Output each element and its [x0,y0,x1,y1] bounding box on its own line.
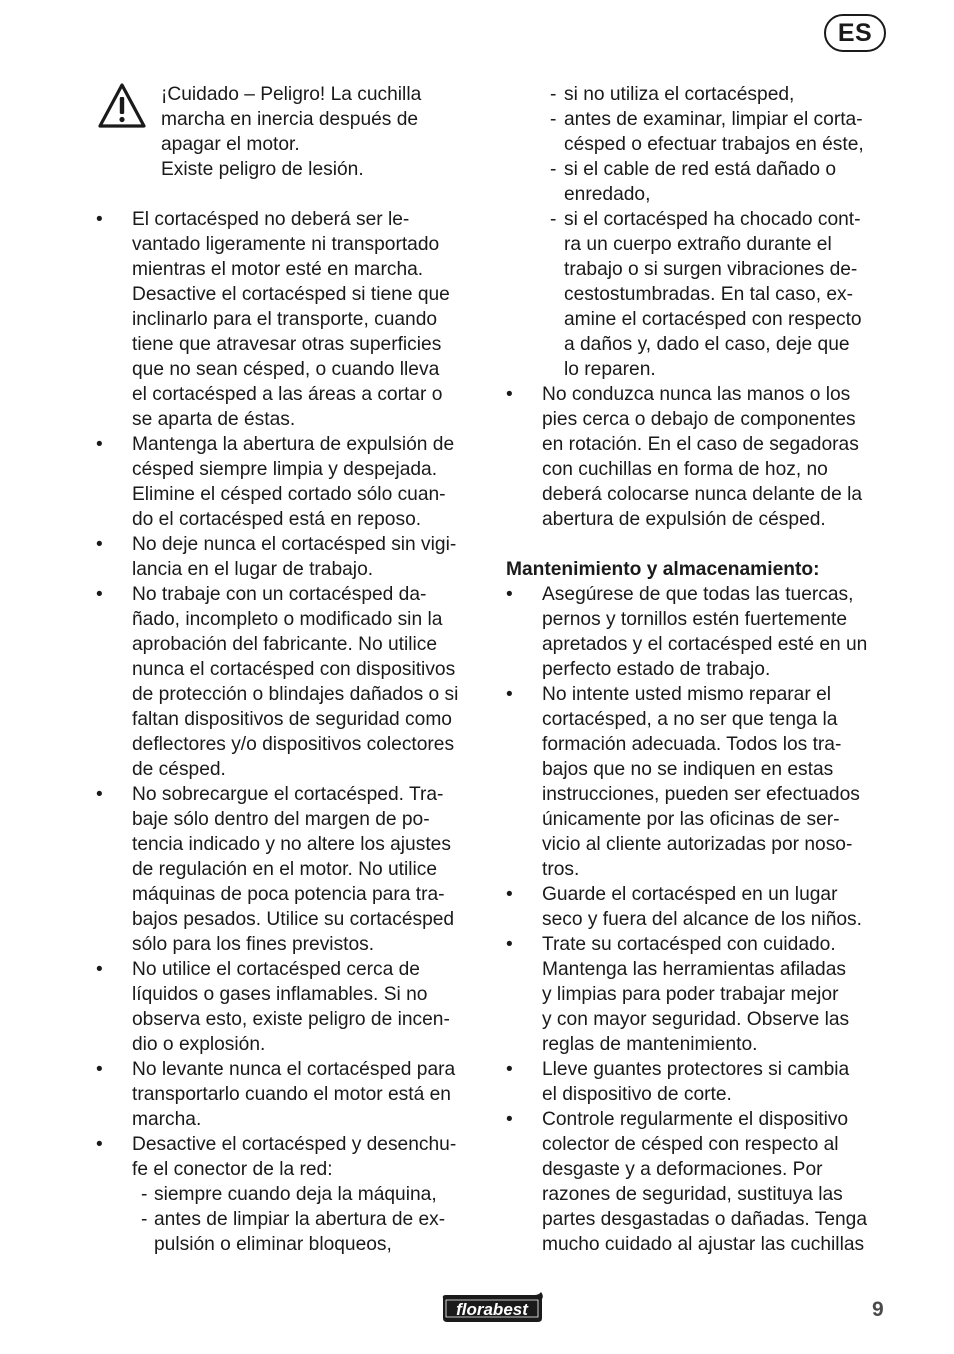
text-line: No utilice el cortacésped cerca de [132,959,420,980]
text-line: observa esto, existe peligro de incen- [132,1009,450,1030]
text-line: razones de seguridad, sustituya las [542,1184,843,1205]
text-line: ñado, incompleto o modificado sin la [132,609,443,630]
text-line: de césped. [132,759,226,780]
text-line: apretados y el cortacésped esté en un [542,634,868,655]
text-line: perfecto estado de trabajo. [542,659,771,680]
text-line: lancia en el lugar de trabajo. [132,559,374,580]
text-line: y con mayor seguridad. Observe las [542,1009,850,1030]
bullet-item [96,1057,488,1132]
text-line: que no sean césped, o cuando lleva [132,359,440,380]
dash-mark: - [550,159,557,180]
bullet-mark: • [506,934,513,955]
text-line: si el cable de red está dañado o [564,159,837,180]
bullet-item [96,957,488,1057]
text-line: aprobación del fabricante. No utilice [132,634,438,655]
text-line: formación adecuada. Todos los tra- [542,734,842,755]
bullet-item [506,1107,898,1257]
bullet-mark: • [506,584,513,605]
dash-mark: - [141,1209,148,1230]
right-column [506,82,898,1257]
warning-line: marcha en inercia después de [161,109,419,130]
text-line: césped o efectuar trabajos en éste, [564,134,864,155]
text-line: si no utiliza el cortacésped, [564,84,795,105]
text-line: y limpias para poder trabajar mejor [542,984,839,1005]
text-line: Elimine el césped cortado sólo cuan- [132,484,446,505]
dash-mark: - [141,1184,148,1205]
text-line: vantado ligeramente ni transportado [132,234,440,255]
text-line: do el cortacésped está en reposo. [132,509,422,530]
text-line: desgaste y a deformaciones. Por [542,1159,823,1180]
bullet-item [96,1132,488,1182]
bullet-item [96,432,488,532]
text-line: a daños y, dado el caso, deje que [564,334,850,355]
text-line: No intente usted mismo reparar el [542,684,832,705]
sub-item [96,1182,488,1207]
text-line: instrucciones, pueden ser efectuados [542,784,860,805]
text-line: amine el cortacésped con respecto [564,309,862,330]
warning-line: ¡Cuidado – Peligro! La cuchilla [161,84,422,105]
bullet-item [506,932,898,1057]
dash-mark: - [550,209,557,230]
text-line: faltan dispositivos de seguridad como [132,709,452,730]
bullet-mark: • [506,884,513,905]
text-line: cortacésped, a no ser que tenga la [542,709,838,730]
page-number: 9 [872,1298,884,1321]
text-line: mucho cuidado al ajustar las cuchillas [542,1234,865,1255]
bullet-mark: • [506,684,513,705]
text-line: Controle regularmente el dispositivo [542,1109,849,1130]
bullet-mark: • [96,534,103,555]
bullet-item [506,582,898,682]
sub-item [506,82,898,107]
text-line: No deje nunca el cortacésped sin vigi- [132,534,457,555]
text-line: bajos que no se indiquen en estas [542,759,834,780]
text-line: en rotación. En el caso de segadoras [542,434,859,455]
text-line: nunca el cortacésped con dispositivos [132,659,456,680]
text-line: baje sólo dentro del margen de po- [132,809,430,830]
bullet-item [506,1057,898,1107]
text-line: enredado, [564,184,651,205]
warning-line: Existe peligro de lesión. [161,159,364,180]
dash-mark: - [550,84,557,105]
text-line: colector de césped con respecto al [542,1134,839,1155]
text-line: líquidos o gases inflamables. Si no [132,984,428,1005]
text-line: deflectores y/o dispositivos colectores [132,734,455,755]
text-line: Mantenga la abertura de expulsión de [132,434,455,455]
text-line: ra un cuerpo extraño durante el [564,234,832,255]
language-badge: ES [824,14,886,52]
text-line: de regulación en el motor. No utilice [132,859,438,880]
text-line: césped siempre limpia y despejada. [132,459,438,480]
text-line: pies cerca o debajo de componentes [542,409,856,430]
text-line: transportarlo cuando el motor está en [132,1084,451,1105]
text-line: seco y fuera del alcance de los niños. [542,909,862,930]
text-line: se aparta de éstas. [132,409,296,430]
bullet-mark: • [96,784,103,805]
text-line: tiene que atravesar otras superficies [132,334,442,355]
text-line: vicio al cliente autorizadas por noso- [542,834,853,855]
text-line: No levante nunca el cortacésped para [132,1059,456,1080]
text-line: sólo para los fines previstos. [132,934,375,955]
text-line: máquinas de poca potencia para tra- [132,884,445,905]
text-line: trabajo o si surgen vibraciones de- [564,259,858,280]
text-line: el dispositivo de corte. [542,1084,732,1105]
bullet-item [96,532,488,582]
bullet-mark: • [506,1109,513,1130]
text-line: Trate su cortacésped con cuidado. [542,934,836,955]
logo-text: florabest [456,1300,528,1319]
bullet-item [506,682,898,882]
bullet-item [96,582,488,782]
sub-item [506,157,898,207]
text-line: mientras el motor esté en marcha. [132,259,424,280]
text-line: El cortacésped no deberá ser le- [132,209,410,230]
section-heading: Mantenimiento y almacenamiento: [506,559,820,580]
text-line: No sobrecargue el cortacésped. Tra- [132,784,444,805]
bullet-mark: • [96,209,103,230]
text-line: únicamente por las oficinas de ser- [542,809,840,830]
text-line: tencia indicado y no altere los ajustes [132,834,451,855]
text-line: deberá colocarse nunca delante de la [542,484,863,505]
bullet-mark: • [96,434,103,455]
bullet-mark: • [96,1059,103,1080]
bullet-mark: • [506,384,513,405]
sub-item [506,207,898,382]
text-line: pulsión o eliminar bloqueos, [154,1234,392,1255]
text-line: partes desgastadas o dañadas. Tenga [542,1209,868,1230]
text-line: antes de limpiar la abertura de ex- [154,1209,446,1230]
text-line: Guarde el cortacésped en un lugar [542,884,838,905]
text-line: con cuchillas en forma de hoz, no [542,459,828,480]
text-line: siempre cuando deja la máquina, [154,1184,437,1205]
text-line: de protección o blindajes dañados o si [132,684,459,705]
text-line: marcha. [132,1109,202,1130]
text-line: lo reparen. [564,359,656,380]
text-line: reglas de mantenimiento. [542,1034,758,1055]
text-line: inclinarlo para el transporte, cuando [132,309,438,330]
text-line: No trabaje con un cortacésped da- [132,584,427,605]
text-line: Mantenga las herramientas afiladas [542,959,846,980]
warning-line: apagar el motor. [161,134,300,155]
bullet-mark: • [506,1059,513,1080]
sub-item [506,107,898,157]
text-line: fe el conector de la red: [132,1159,333,1180]
florabest-logo [438,1290,548,1326]
bullet-item [506,382,898,532]
text-line: tros. [542,859,580,880]
bullet-item [96,207,488,432]
warning-text [161,82,481,182]
text-line: dio o explosión. [132,1034,266,1055]
text-line: Asegúrese de que todas las tuercas, [542,584,854,605]
text-line: Lleve guantes protectores si cambia [542,1059,850,1080]
sub-item [96,1207,488,1257]
dash-mark: - [550,109,557,130]
text-line: bajos pesados. Utilice su cortacésped [132,909,455,930]
text-line: cestostumbradas. En tal caso, ex- [564,284,854,305]
text-line: si el cortacésped ha chocado cont- [564,209,861,230]
text-line: Desactive el cortacésped si tiene que [132,284,450,305]
text-line: antes de examinar, limpiar el corta- [564,109,863,130]
bullet-mark: • [96,959,103,980]
text-line: abertura de expulsión de césped. [542,509,826,530]
bullet-item [96,782,488,957]
text-line: Desactive el cortacésped y desenchu- [132,1134,457,1155]
bullet-item [506,882,898,932]
text-line: No conduzca nunca las manos o los [542,384,851,405]
bullet-mark: • [96,1134,103,1155]
warning-triangle-icon [97,82,147,130]
text-line: el cortacésped a las áreas a cortar o [132,384,443,405]
text-line: pernos y tornillos estén fuertemente [542,609,848,630]
left-column [96,207,488,1257]
bullet-mark: • [96,584,103,605]
